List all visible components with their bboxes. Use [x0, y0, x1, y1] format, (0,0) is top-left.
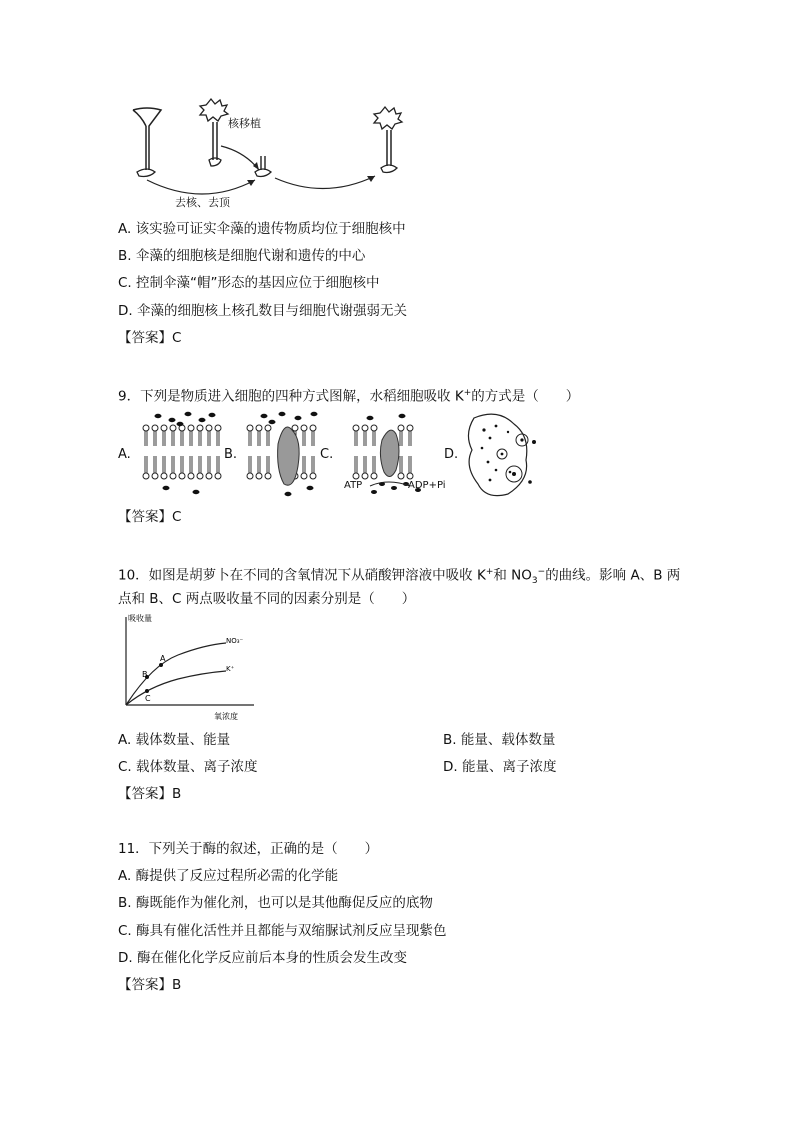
transplant-label: 核移植 — [228, 117, 261, 130]
q8-option-b: B. 伞藻的细胞核是细胞代谢和遗传的中心 — [118, 248, 366, 264]
adp-label: ADP+Pi — [408, 480, 446, 491]
q10-stem-line1: 10．如图是胡萝卜在不同的含氧情况下从硝酸钾溶液中吸收 K+和 $NO_3^-$的曲线。影响 A、B 两 — [118, 567, 681, 587]
chart-xlabel: 氧浓度 — [214, 712, 238, 721]
q11-stem: 11．下列关于酶的叙述，正确的是（ ） — [118, 841, 379, 857]
series-bottom-label: K⁺ — [226, 665, 235, 673]
q8-option-d: D. 伞藻的细胞核上核孔数目与细胞代谢强弱无关 — [118, 303, 407, 319]
q11-option-b: B. 酶既能作为催化剂，也可以是其他酶促反应的底物 — [118, 895, 433, 911]
q11-option-c: C. 酶具有催化活性并且都能与双缩脲试剂反应呈现紫色 — [118, 923, 447, 939]
point-c — [145, 689, 149, 693]
series-top-label: NO₃⁻ — [226, 637, 244, 645]
q10-option-d: D. 能量、离子浓度 — [443, 759, 557, 775]
q10-option-b: B. 能量、载体数量 — [443, 732, 556, 748]
point-a — [159, 663, 163, 667]
q9-label-a: A. — [118, 447, 131, 462]
q10-option-a: A. 载体数量、能量 — [118, 732, 231, 748]
q10-option-c: C. 载体数量、离子浓度 — [118, 759, 258, 775]
q8-option-c: C. 控制伞藻“帽”形态的基因应位于细胞核中 — [118, 275, 380, 291]
point-c-label: C — [145, 694, 151, 703]
chart-ylabel: 吸收量 — [128, 614, 152, 623]
q8-answer: 【答案】C — [118, 330, 182, 346]
q11-option-a: A. 酶提供了反应过程所必需的化学能 — [118, 868, 339, 884]
q10-stem-line2: 点和 B、C 两点吸收量不同的因素分别是（ ） — [118, 591, 416, 607]
q11-option-d: D. 酶在催化化学反应前后本身的性质会发生改变 — [118, 950, 407, 966]
point-b-label: B — [142, 670, 148, 679]
acetabularia-figure — [125, 96, 420, 214]
q11-answer: 【答案】B — [118, 977, 182, 993]
q9-label-d: D. — [444, 447, 459, 462]
q8-option-a: A. 该实验可证实伞藻的遗传物质均位于细胞核中 — [118, 221, 406, 237]
k-curve — [126, 671, 226, 705]
membrane-diagrams — [138, 410, 548, 500]
q9-stem: 9．下列是物质进入细胞的四种方式图解，水稻细胞吸收 K+的方式是（ ） — [118, 388, 580, 405]
q9-label-c: C. — [320, 447, 334, 462]
no3-curve — [126, 643, 226, 705]
point-a-label: A — [160, 654, 166, 663]
q10-answer: 【答案】B — [118, 786, 182, 802]
atp-label: ATP — [344, 480, 363, 491]
q9-answer: 【答案】C — [118, 509, 182, 525]
absorption-chart — [118, 613, 258, 725]
q9-label-b: B. — [224, 447, 238, 462]
remove-label: 去核、去顶 — [175, 196, 230, 209]
